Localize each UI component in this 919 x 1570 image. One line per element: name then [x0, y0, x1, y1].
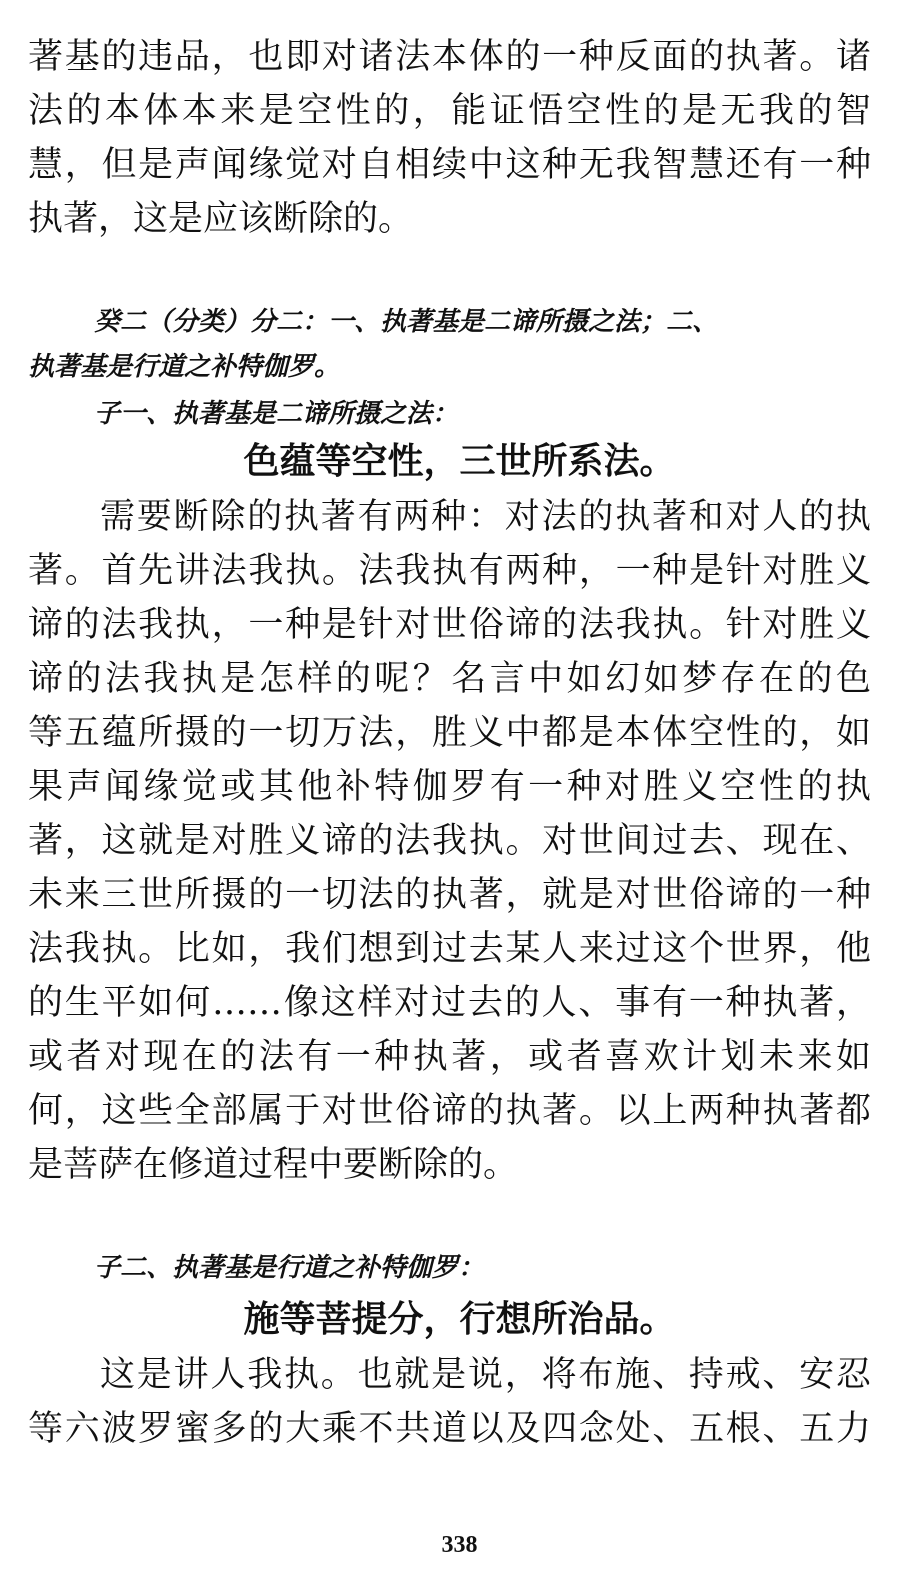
paragraph-3-line-2: 等六波罗蜜多的大乘不共道以及四念处、五根、五力 — [28, 1409, 871, 1449]
paragraph-1-line-3: 慧，但是声闻缘觉对自相续中这种无我智慧还有一种 — [28, 145, 871, 185]
paragraph-2-line-11: 或者对现在的法有一种执著，或者喜欢计划未来如 — [28, 1037, 871, 1077]
section-heading-gui-er-line-1: 癸二（分类）分二：一、执著基是二谛所摄之法；二、 — [94, 307, 719, 337]
paragraph-3-line-1: 这是讲人我执。也就是说，将布施、持戒、安忍 — [100, 1355, 871, 1395]
subheading-zi-er: 子二、执著基是行道之补特伽罗： — [94, 1253, 485, 1283]
page-number: 338 — [441, 1532, 478, 1558]
verse-1: 色蕴等空性，三世所系法。 — [243, 441, 676, 482]
verse-2: 施等菩提分，行想所治品。 — [243, 1299, 676, 1340]
paragraph-2-line-7: 著，这就是对胜义谛的法我执。对世间过去、现在、 — [28, 821, 871, 861]
paragraph-2-line-8: 未来三世所摄的一切法的执著，就是对世俗谛的一种 — [28, 875, 871, 915]
paragraph-2-line-3: 谛的法我执，一种是针对世俗谛的法我执。针对胜义 — [28, 605, 871, 645]
paragraph-2-line-2: 著。首先讲法我执。法我执有两种，一种是针对胜义 — [28, 551, 871, 591]
paragraph-1-line-4: 执著，这是应该断除的。 — [28, 199, 414, 239]
paragraph-1-line-2: 法的本体本来是空性的，能证悟空性的是无我的智 — [28, 91, 871, 131]
paragraph-2-line-1: 需要断除的执著有两种：对法的执著和对人的执 — [100, 497, 871, 537]
paragraph-2-line-5: 等五蕴所摄的一切万法，胜义中都是本体空性的，如 — [28, 713, 871, 753]
paragraph-1-line-1: 著基的违品，也即对诸法本体的一种反面的执著。诸 — [28, 37, 871, 77]
paragraph-2-line-9: 法我执。比如，我们想到过去某人来过这个世界，他 — [28, 929, 871, 969]
section-heading-gui-er-line-2: 执著基是行道之补特伽罗。 — [28, 352, 341, 382]
paragraph-2-line-4: 谛的法我执是怎样的呢？名言中如幻如梦存在的色 — [28, 659, 871, 699]
paragraph-2-line-12: 何，这些全部属于对世俗谛的执著。以上两种执著都 — [28, 1091, 871, 1131]
paragraph-2-line-13: 是菩萨在修道过程中要断除的。 — [28, 1145, 519, 1185]
paragraph-2-line-6: 果声闻缘觉或其他补特伽罗有一种对胜义空性的执 — [28, 767, 871, 807]
subheading-zi-yi: 子一、执著基是二谛所摄之法： — [94, 399, 459, 429]
paragraph-2-line-10: 的生平如何……像这样对过去的人、事有一种执著， — [28, 983, 871, 1023]
